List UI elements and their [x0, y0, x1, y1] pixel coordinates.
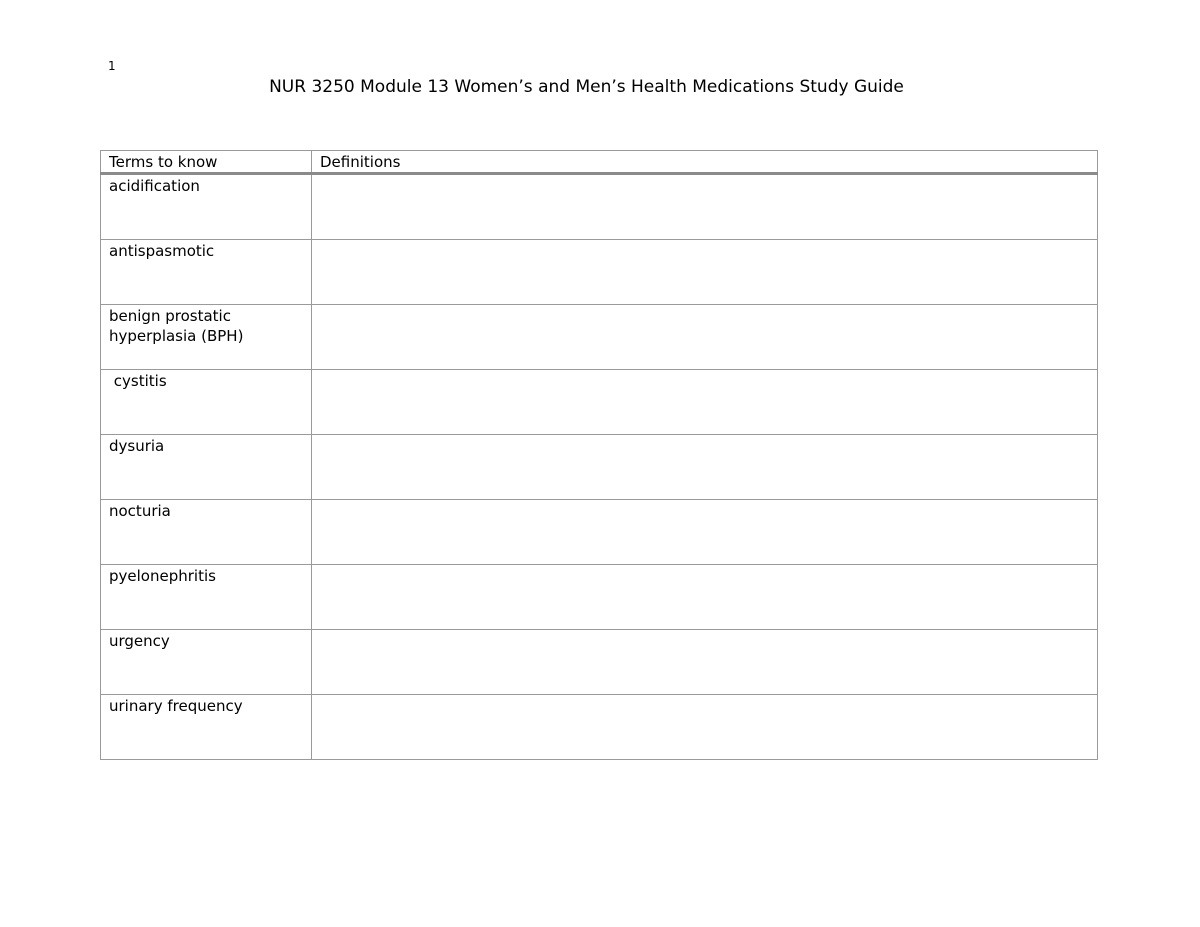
terms-table	[100, 150, 1098, 760]
term-cell: benign prostatic hyperplasia (BPH)	[101, 305, 312, 370]
table-row	[101, 305, 1098, 370]
table-row	[101, 435, 1098, 500]
header-terms: Terms to know	[101, 151, 312, 174]
term-cell: antispasmotic	[101, 240, 312, 305]
term-cell: dysuria	[101, 435, 312, 500]
definition-cell	[312, 630, 1098, 695]
definition-cell	[312, 370, 1098, 435]
table-row	[101, 695, 1098, 760]
table-header-row	[101, 151, 1098, 174]
table-row	[101, 565, 1098, 630]
definition-cell	[312, 240, 1098, 305]
table-row	[101, 240, 1098, 305]
table-row	[101, 630, 1098, 695]
page-number: 1	[108, 59, 116, 73]
definition-cell	[312, 695, 1098, 760]
document-title: NUR 3250 Module 13 Women’s and Men’s Health Medications Study Guide	[269, 77, 904, 97]
term-cell: pyelonephritis	[101, 565, 312, 630]
term-cell: urinary frequency	[101, 695, 312, 760]
definition-cell	[312, 565, 1098, 630]
definition-cell	[312, 435, 1098, 500]
term-cell: cystitis	[101, 370, 312, 435]
definition-cell	[312, 174, 1098, 240]
table-row	[101, 500, 1098, 565]
table-row	[101, 174, 1098, 240]
term-cell: nocturia	[101, 500, 312, 565]
definition-cell	[312, 305, 1098, 370]
term-cell: urgency	[101, 630, 312, 695]
table-row	[101, 370, 1098, 435]
header-definitions: Definitions	[312, 151, 1098, 174]
definition-cell	[312, 500, 1098, 565]
term-cell: acidification	[101, 174, 312, 240]
